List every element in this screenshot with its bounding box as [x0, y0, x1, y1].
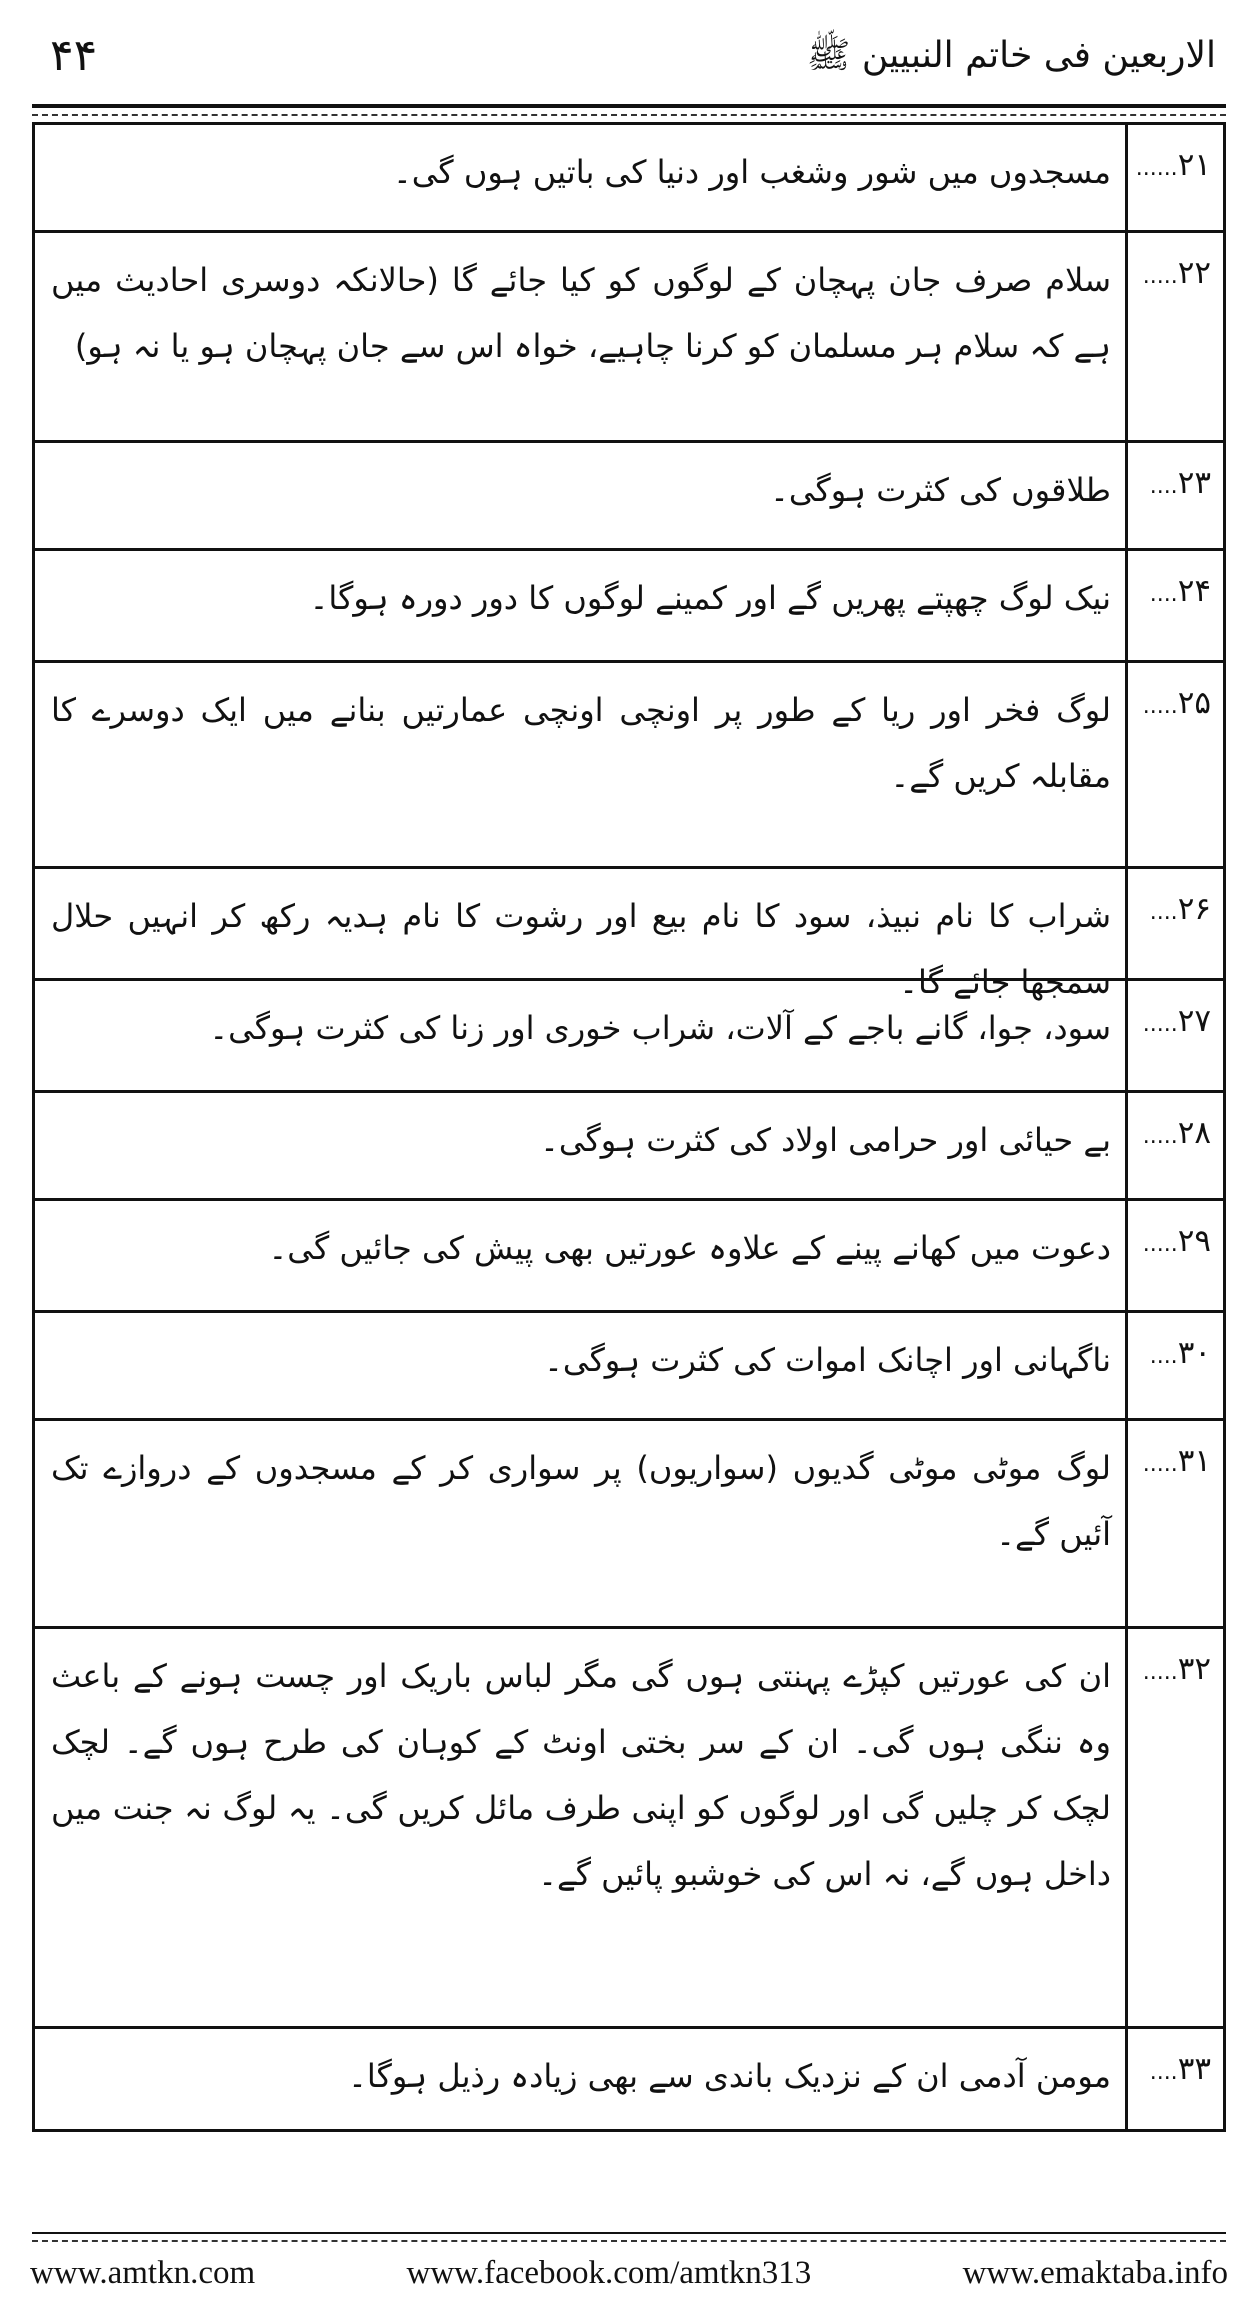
page-number: ۴۴	[50, 30, 98, 81]
entry-dots: ......	[1135, 156, 1178, 181]
entry-text: طلاقوں کی کثرت ہوگی۔	[770, 471, 1111, 509]
entry-number-cell	[1125, 869, 1223, 978]
entry-number-cell	[1125, 443, 1223, 548]
entries-table	[32, 122, 1226, 2132]
entry-text: لوگ فخر اور ریا کے طور پر اونچی اونچی عمارتیں بنانے میں ایک دوسرے کا مقابلہ کریں گے۔	[51, 691, 1111, 795]
table-row	[35, 2029, 1223, 2129]
table-row	[35, 1629, 1223, 2029]
entry-number: ۲۹	[1177, 1223, 1211, 1259]
entry-dots: .....	[1142, 1012, 1178, 1037]
entry-dots: .....	[1142, 694, 1178, 719]
entry-dots: ....	[1149, 1344, 1178, 1369]
entry-number: ۲۴	[1177, 573, 1211, 609]
footer-link-emaktaba[interactable]: www.emaktaba.info	[962, 2255, 1228, 2291]
page-header	[0, 0, 1258, 110]
entry-text: سلام صرف جان پہچان کے لوگوں کو کیا جائے گا (حالانکہ دوسری احادیث میں ہے کہ سلام ہر مسلمان کو کرنا چاہیے، خواہ اس سے جان پہچان ہو یا نہ ہو)	[51, 261, 1111, 365]
entry-text: دعوت میں کھانے پینے کے علاوہ عورتیں بھی پیش کی جائیں گی۔	[268, 1229, 1111, 1267]
entry-number: ۲۲	[1177, 255, 1211, 291]
entry-text: سود، جوا، گانے باجے کے آلات، شراب خوری اور زنا کی کثرت ہوگی۔	[209, 1009, 1111, 1047]
page-footer	[30, 2248, 1228, 2298]
entry-number-cell	[1125, 2029, 1223, 2129]
table-row	[35, 443, 1223, 551]
entry-text: ان کی عورتیں کپڑے پہنتی ہوں گی مگر لباس باریک اور چست ہونے کے باعث وہ ننگی ہوں گی۔ ان کے سر بختی اونٹ کے کوہان کی طرح ہوں گے۔ لچک لچک کر چلیں گی اور لوگوں کو اپنی طرف مائل کریں گی۔ یہ لوگ نہ جنت میں داخل ہوں گے، نہ اس کی خوشبو پائیں گے۔	[51, 1657, 1111, 1893]
entry-text: مسجدوں میں شور وشغب اور دنیا کی باتیں ہوں گی۔	[393, 153, 1111, 191]
table-row	[35, 551, 1223, 663]
entry-dots: ....	[1149, 474, 1178, 499]
entry-dots: ....	[1149, 900, 1178, 925]
header-divider-dashed	[32, 114, 1226, 116]
entry-number-cell	[1125, 125, 1223, 230]
entry-text: لوگ موٹی موٹی گدیوں (سواریوں) پر سواری کر کے مسجدوں کے دروازے تک آئیں گے۔	[51, 1449, 1111, 1553]
entry-dots: .....	[1142, 1232, 1178, 1257]
entry-number-cell	[1125, 233, 1223, 440]
entry-number: ۳۳	[1177, 2051, 1211, 2087]
entry-dots: .....	[1142, 1660, 1178, 1685]
entry-text: شراب کا نام نبیذ، سود کا نام بیع اور رشوت کا نام ہدیہ رکھ کر انہیں حلال سمجھا جائے گا۔	[51, 897, 1111, 1001]
table-row	[35, 1093, 1223, 1201]
entry-number-cell	[1125, 1093, 1223, 1198]
entry-dots: ....	[1149, 582, 1178, 607]
table-row	[35, 233, 1223, 443]
entry-number-cell	[1125, 1313, 1223, 1418]
entry-dots: .....	[1142, 1124, 1178, 1149]
table-row	[35, 1421, 1223, 1629]
entry-number: ۲۸	[1177, 1115, 1211, 1151]
entry-number-cell	[1125, 1421, 1223, 1626]
entry-number-cell	[1125, 1201, 1223, 1310]
footer-divider-dashed	[32, 2240, 1226, 2242]
entry-number: ۲۶	[1177, 891, 1211, 927]
table-row	[35, 1313, 1223, 1421]
entry-number-cell	[1125, 551, 1223, 660]
table-row	[35, 125, 1223, 233]
header-divider	[32, 104, 1226, 108]
footer-link-amtkn[interactable]: www.amtkn.com	[30, 2255, 256, 2291]
entry-text: ناگہانی اور اچانک اموات کی کثرت ہوگی۔	[544, 1341, 1111, 1379]
entry-text: بے حیائی اور حرامی اولاد کی کثرت ہوگی۔	[540, 1121, 1111, 1159]
entry-dots: .....	[1142, 1452, 1178, 1477]
entry-number-cell	[1125, 981, 1223, 1090]
entry-number-cell	[1125, 1629, 1223, 2026]
entry-number: ۳۲	[1177, 1651, 1211, 1687]
book-title: الاربعین فی خاتم النبیین ﷺ	[806, 35, 1216, 76]
entry-number: ۲۱	[1177, 147, 1211, 183]
entry-dots: ....	[1149, 2060, 1178, 2085]
footer-link-facebook[interactable]: www.facebook.com/amtkn313	[406, 2255, 812, 2291]
entry-number: ۳۱	[1177, 1443, 1211, 1479]
entry-text: نیک لوگ چھپتے پھریں گے اور کمینے لوگوں کا دور دورہ ہوگا۔	[309, 579, 1111, 617]
entry-text: مومن آدمی ان کے نزدیک باندی سے بھی زیادہ رذیل ہوگا۔	[348, 2057, 1111, 2095]
entry-number-cell	[1125, 663, 1223, 866]
table-row	[35, 981, 1223, 1093]
entry-number: ۲۵	[1177, 685, 1211, 721]
entry-dots: .....	[1142, 264, 1178, 289]
table-row	[35, 869, 1223, 1001]
entry-number: ۲۷	[1177, 1003, 1211, 1039]
table-row	[35, 663, 1223, 869]
table-row	[35, 1201, 1223, 1313]
entry-number: ۳۰	[1177, 1335, 1211, 1371]
footer-divider	[32, 2232, 1226, 2234]
entry-number: ۲۳	[1177, 465, 1211, 501]
